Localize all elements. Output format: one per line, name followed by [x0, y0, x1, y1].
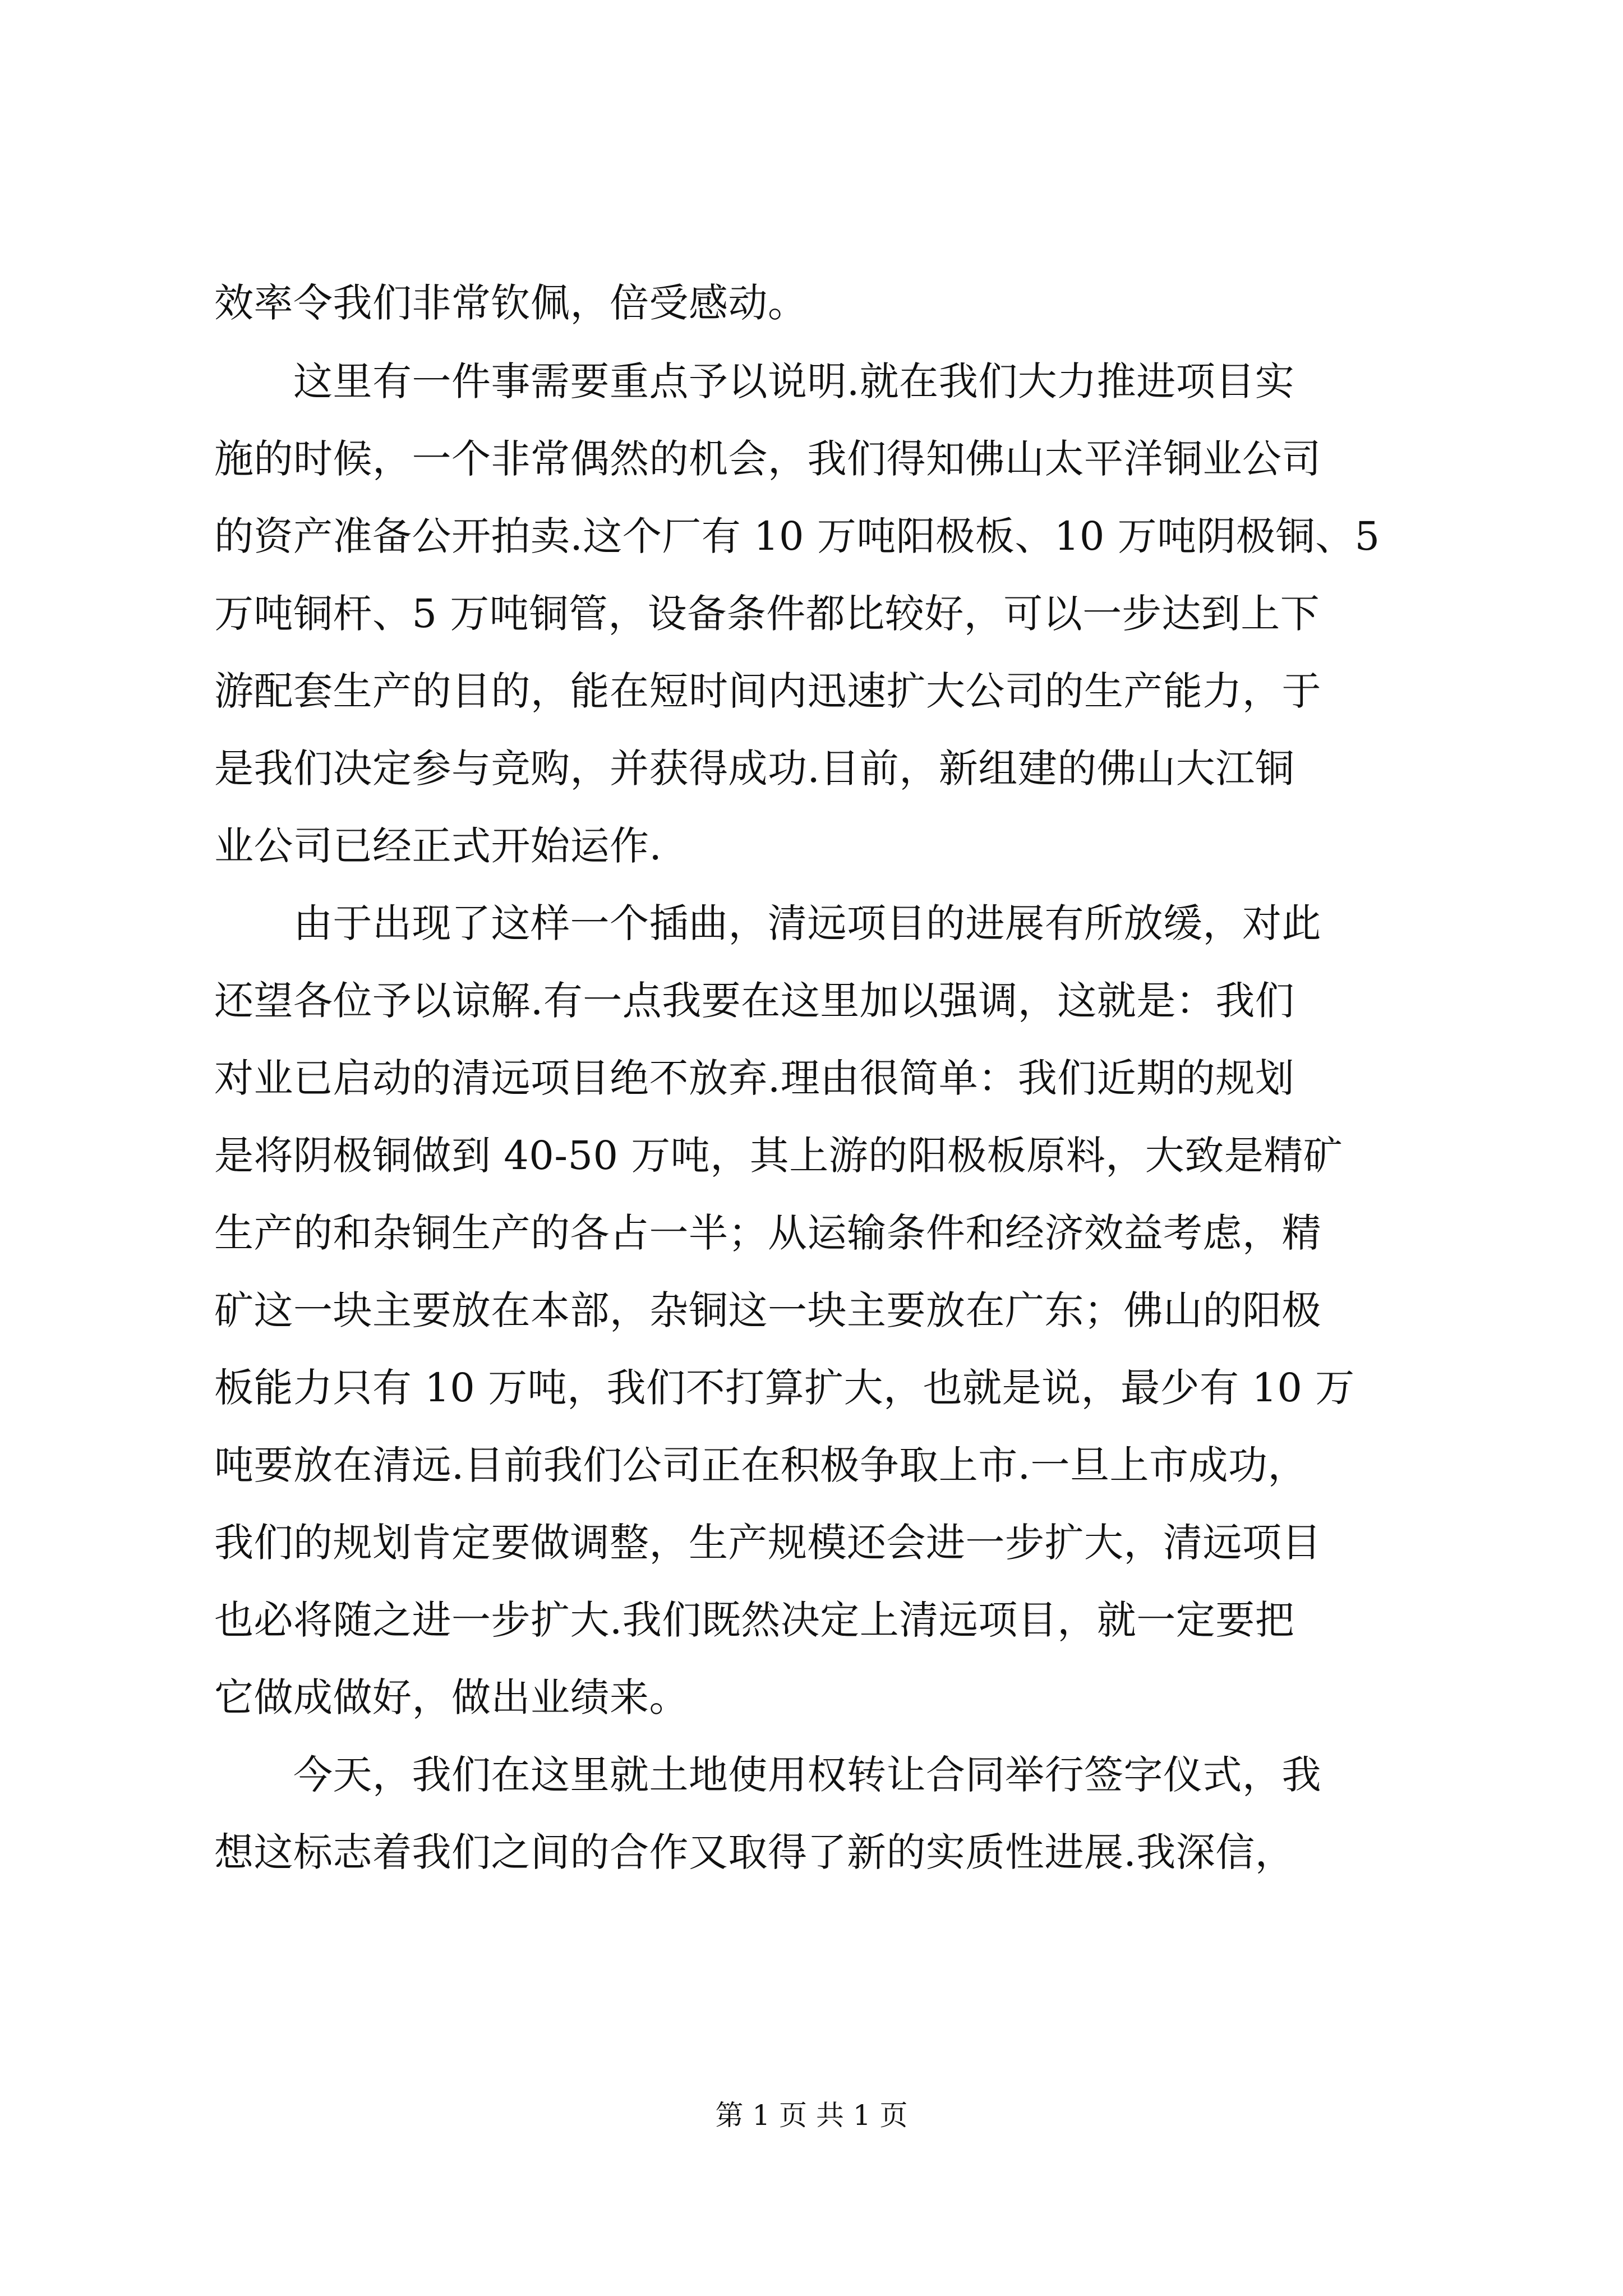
text-line: 由于出现了这样一个插曲，清远项目的进展有所放缓，对此	[214, 900, 1321, 946]
text-line: 业公司已经正式开始运作.	[214, 823, 662, 869]
text-line: 我们的规划肯定要做调整，生产规模还会进一步扩大，清远项目	[214, 1520, 1321, 1566]
text-line: 它做成做好，做出业绩来。	[214, 1674, 689, 1720]
text-line: 的资产准备公开拍卖.这个厂有 10 万吨阳极板、10 万吨阴极铜、5	[214, 513, 1380, 559]
text-line: 生产的和杂铜生产的各占一半；从运输条件和经济效益考虑，精	[214, 1210, 1321, 1256]
text-line: 是我们决定参与竞购，并获得成功.目前，新组建的佛山大江铜	[214, 746, 1295, 792]
text-line: 还望各位予以谅解.有一点我要在这里加以强调，这就是：我们	[214, 978, 1295, 1024]
text-line: 施的时候，一个非常偶然的机会，我们得知佛山太平洋铜业公司	[214, 436, 1321, 482]
text-line: 效率令我们非常钦佩，倍受感动。	[214, 280, 808, 326]
page-footer: 第 1 页 共 1 页	[715, 2099, 908, 2132]
text-line: 吨要放在清远.目前我们公司正在积极争取上市.一旦上市成功，	[214, 1442, 1308, 1488]
text-line: 板能力只有 10 万吨，我们不打算扩大，也就是说，最少有 10 万	[214, 1365, 1355, 1411]
text-line: 这里有一件事需要重点予以说明.就在我们大力推进项目实	[214, 358, 1295, 404]
text-line: 也必将随之进一步扩大.我们既然决定上清远项目，就一定要把	[214, 1597, 1295, 1643]
text-line: 万吨铜杆、5 万吨铜管，设备条件都比较好，可以一步达到上下	[214, 591, 1320, 637]
text-line: 是将阴极铜做到 40-50 万吨，其上游的阳极板原料，大致是精矿	[214, 1133, 1343, 1179]
text-line: 矿这一块主要放在本部，杂铜这一块主要放在广东；佛山的阳极	[214, 1287, 1321, 1333]
text-line: 今天，我们在这里就土地使用权转让合同举行签字仪式，我	[214, 1752, 1321, 1798]
text-line: 游配套生产的目的，能在短时间内迅速扩大公司的生产能力，于	[214, 668, 1321, 714]
text-line: 对业已启动的清远项目绝不放弃.理由很简单：我们近期的规划	[214, 1055, 1295, 1101]
text-line: 想这标志着我们之间的合作又取得了新的实质性进展.我深信，	[214, 1829, 1295, 1875]
